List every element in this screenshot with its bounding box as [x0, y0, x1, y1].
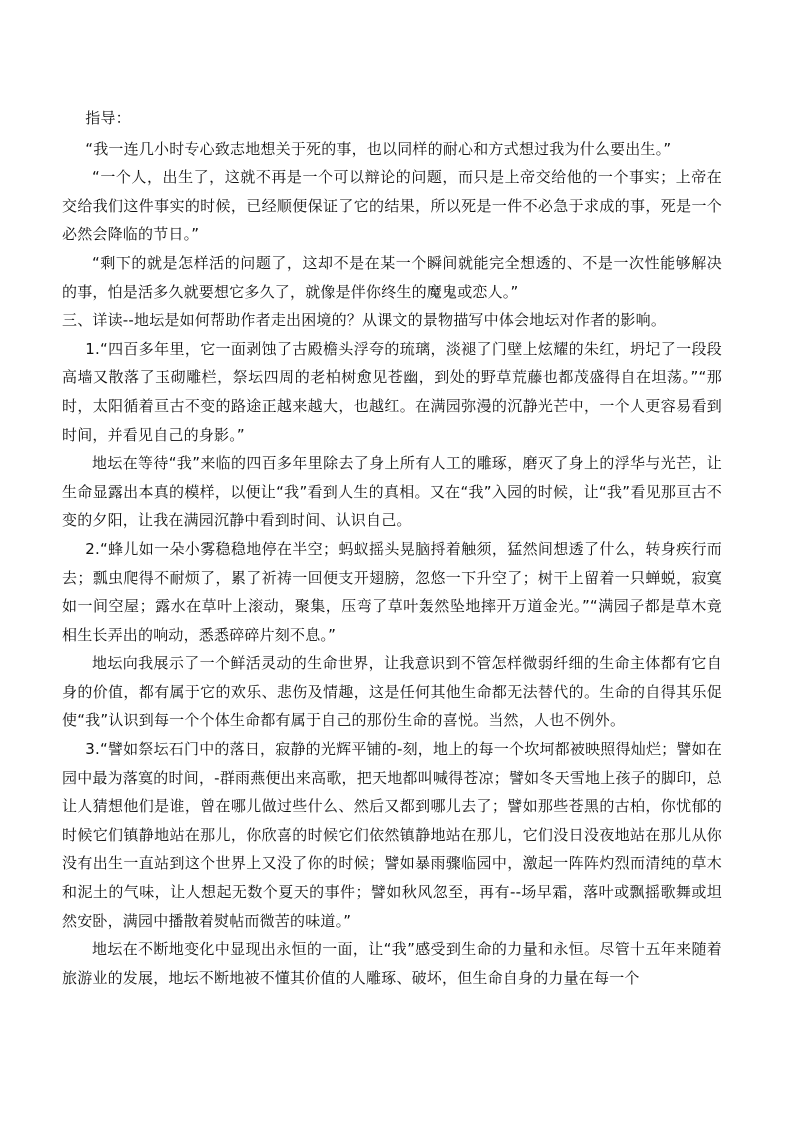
item-3-analysis: 地坛在不断地变化中显现出永恒的一面，让“我”感受到生命的力量和永恒。尽管十五年来随着旅游业的发展，地坛不断地被不懂其价值的人雕琢、破坏，但生命自身的力量在每一个 — [62, 940, 722, 987]
document-body — [62, 92, 722, 992]
quote-paragraph-2: “一个人，出生了，这就不再是一个可以辩论的问题，而只是上帝交给他的一个事实；上帝在交给我们这件事实的时候，已经顺便保证了它的结果，所以死是一件不必急于求成的事，死是一个必然会降临的节日。” — [62, 168, 722, 244]
item-1-analysis: 地坛在等待“我”来临的四百多年里除去了身上所有人工的雕琢，磨灭了身上的浮华与光芒，让生命显露出本真的模样，以便让“我”看到人生的真相。又在“我”入园的时候，让“我”看见那亘古不变的夕阳，让我在满园沉静中看到时间、认识自己。 — [62, 454, 722, 530]
quote-paragraph-1: “我一连几小时专心致志地想关于死的事，也以同样的耐心和方式想过我为什么要出生。” — [85, 139, 672, 158]
guide-label: 指导： — [85, 109, 131, 127]
item-2-quote: 2.“蜂儿如一朵小雾稳稳地停在半空；蚂蚁摇头晃脑捋着触须，猛然间想透了什么，转身疾行而去；瓢虫爬得不耐烦了，累了祈祷一回便支开翅膀，忽悠一下升空了；树干上留着一只蝉蜕，寂寞如一间空屋；露水在草叶上滚动，聚集，压弯了草叶轰然坠地摔开万道金光。”“满园子都是草木竟相生长弄出的响动，悉悉碎碎片刻不息。” — [62, 539, 722, 644]
quote-paragraph-3: “剩下的就是怎样活的问题了，这却不是在某一个瞬间就能完全想透的、不是一次性能够解决的事，怕是活多久就要想它多久了，就像是伴你终生的魔鬼或恋人。” — [62, 253, 722, 301]
item-2-analysis: 地坛向我展示了一个鲜活灵动的生命世界，让我意识到不管怎样微弱纤细的生命主体都有它自身的价值，都有属于它的欢乐、悲伤及情趣，这是任何其他生命都无法替代的。生命的自得其乐促使“我”认识到每一个个体生命都有属于自己的那份生命的喜悦。当然，人也不例外。 — [62, 654, 722, 730]
section-heading: 三、详读--地坛是如何帮助作者走出困境的？从课文的景物描写中体会地坛对作者的影响。 — [62, 311, 667, 330]
item-1-quote: 1.“四百多年里，它一面剥蚀了古殿檐头浮夸的琉璃，淡褪了门壁上炫耀的朱红，坍圮了一段段高墙又散落了玉砌雕栏，祭坛四周的老柏树愈见苍幽，到处的野草荒藤也都茂盛得自在坦荡。”“那时，太阳循着亘古不变的路途正越来越大，也越红。在满园弥漫的沉静光芒中，一个人更容易看到时间，并看见自己的身影。” — [62, 339, 722, 444]
item-3-quote: 3.“譬如祭坛石门中的落日，寂静的光辉平铺的-刻，地上的每一个坎坷都被映照得灿烂；譬如在园中最为落寞的时间，-群雨燕便出来高歌，把天地都叫喊得苍凉；譬如冬天雪地上孩子的脚印，总让人猜想他们是谁，曾在哪儿做过些什么、然后又都到哪儿去了；譬如那些苍黑的古柏，你忧郁的时候它们镇静地站在那儿，你欣喜的时候它们依然镇静地站在那儿，它们没日没夜地站在那儿从你没有出生一直站到这个世界上又没了你的时候；譬如暴雨骤临园中，激起一阵阵灼烈而清纯的草木和泥土的气味，让人想起无数个夏天的事件；譬如秋风忽至，再有--场早霜，落叶或飘摇歌舞或坦然安卧，满园中播散着熨帖而微苦的味道。” — [62, 740, 722, 930]
